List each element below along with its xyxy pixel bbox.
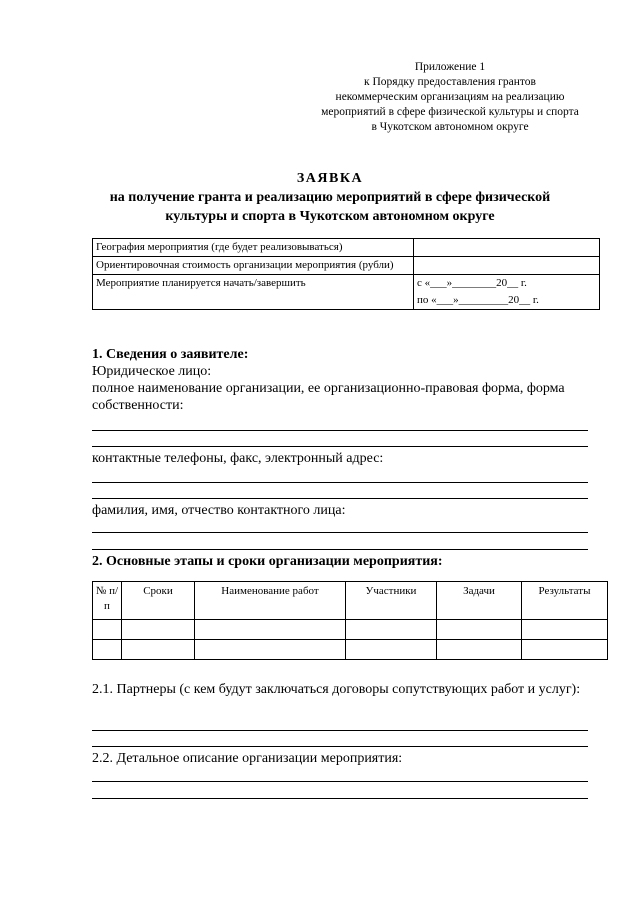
- document-title: [70, 170, 590, 226]
- table-cell[interactable]: [122, 620, 195, 640]
- col-header-dates: Сроки: [122, 582, 195, 620]
- fill-line[interactable]: [92, 798, 588, 799]
- col-header-works: Наименование работ: [195, 582, 346, 620]
- title-line-1: на получение гранта и реализацию мероприятий в сфере физической: [109, 190, 551, 205]
- title-line-2: культуры и спорта в Чукотском автономном округе: [165, 209, 495, 224]
- info-table: [92, 238, 600, 310]
- fill-line[interactable]: [92, 498, 588, 499]
- info-row-dates: [93, 275, 600, 310]
- table-cell[interactable]: [195, 640, 346, 660]
- section2-title: 2. Основные этапы и сроки организации мероприятия:: [92, 554, 443, 569]
- appendix-line: Приложение 1: [414, 61, 486, 73]
- appendix-line: в Чукотском автономном округе: [371, 121, 529, 133]
- fill-line[interactable]: [92, 746, 588, 747]
- info-row-geography: [93, 239, 600, 257]
- description-label: 2.2. Детальное описание организации мероприятия:: [92, 751, 403, 766]
- info-value-cell[interactable]: [414, 275, 600, 310]
- section1: [92, 346, 600, 414]
- fill-line[interactable]: [92, 446, 588, 447]
- fill-line[interactable]: [92, 482, 588, 483]
- table-cell[interactable]: [437, 620, 522, 640]
- legal-entity-label: Юридическое лицо:: [92, 364, 212, 379]
- fill-line[interactable]: [92, 430, 588, 431]
- stages-header-row: [93, 582, 608, 620]
- full-name-label: полное наименование организации, ее организационно-правовая форма, форма собственности:: [92, 381, 565, 413]
- table-row: [93, 640, 608, 660]
- partners-label: 2.1. Партнеры (с кем будут заключаться договоры сопутствующих работ и услуг):: [92, 682, 581, 697]
- fill-line[interactable]: [92, 730, 588, 731]
- table-cell[interactable]: [522, 640, 608, 660]
- appendix-line: некоммерческим организациям на реализацию: [335, 91, 565, 103]
- info-label: Мероприятие планируется начать/завершить: [93, 275, 414, 310]
- appendix-line: к Порядку предоставления грантов: [364, 76, 536, 88]
- info-value-cell[interactable]: [414, 257, 600, 275]
- col-header-number: № п/п: [93, 582, 122, 620]
- appendix-header: [300, 60, 600, 135]
- start-date: с «___»________20__ г.: [417, 277, 527, 289]
- table-cell[interactable]: [346, 640, 437, 660]
- info-value-cell[interactable]: [414, 239, 600, 257]
- table-cell[interactable]: [437, 640, 522, 660]
- contact-person-label: фамилия, имя, отчество контактного лица:: [92, 503, 346, 518]
- title-main: ЗАЯВКА: [296, 171, 364, 186]
- col-header-results: Результаты: [522, 582, 608, 620]
- end-date: по «___»_________20__ г.: [417, 294, 539, 306]
- fill-line[interactable]: [92, 532, 588, 533]
- appendix-line: мероприятий в сфере физической культуры и спорта: [321, 106, 579, 118]
- col-header-tasks: Задачи: [437, 582, 522, 620]
- contacts-label: контактные телефоны, факс, электронный адрес:: [92, 451, 384, 466]
- fill-line[interactable]: [92, 549, 588, 550]
- fill-line[interactable]: [92, 781, 588, 782]
- table-cell[interactable]: [195, 620, 346, 640]
- info-label: Ориентировочная стоимость организации мероприятия (рубли): [93, 257, 414, 275]
- table-row: [93, 620, 608, 640]
- info-row-cost: [93, 257, 600, 275]
- table-cell[interactable]: [93, 620, 122, 640]
- stages-table: [92, 581, 608, 660]
- table-cell[interactable]: [93, 640, 122, 660]
- info-label: География мероприятия (где будет реализовываться): [93, 239, 414, 257]
- col-header-participants: Участники: [346, 582, 437, 620]
- section1-title: 1. Сведения о заявителе:: [92, 347, 249, 362]
- table-cell[interactable]: [346, 620, 437, 640]
- table-cell[interactable]: [522, 620, 608, 640]
- table-cell[interactable]: [122, 640, 195, 660]
